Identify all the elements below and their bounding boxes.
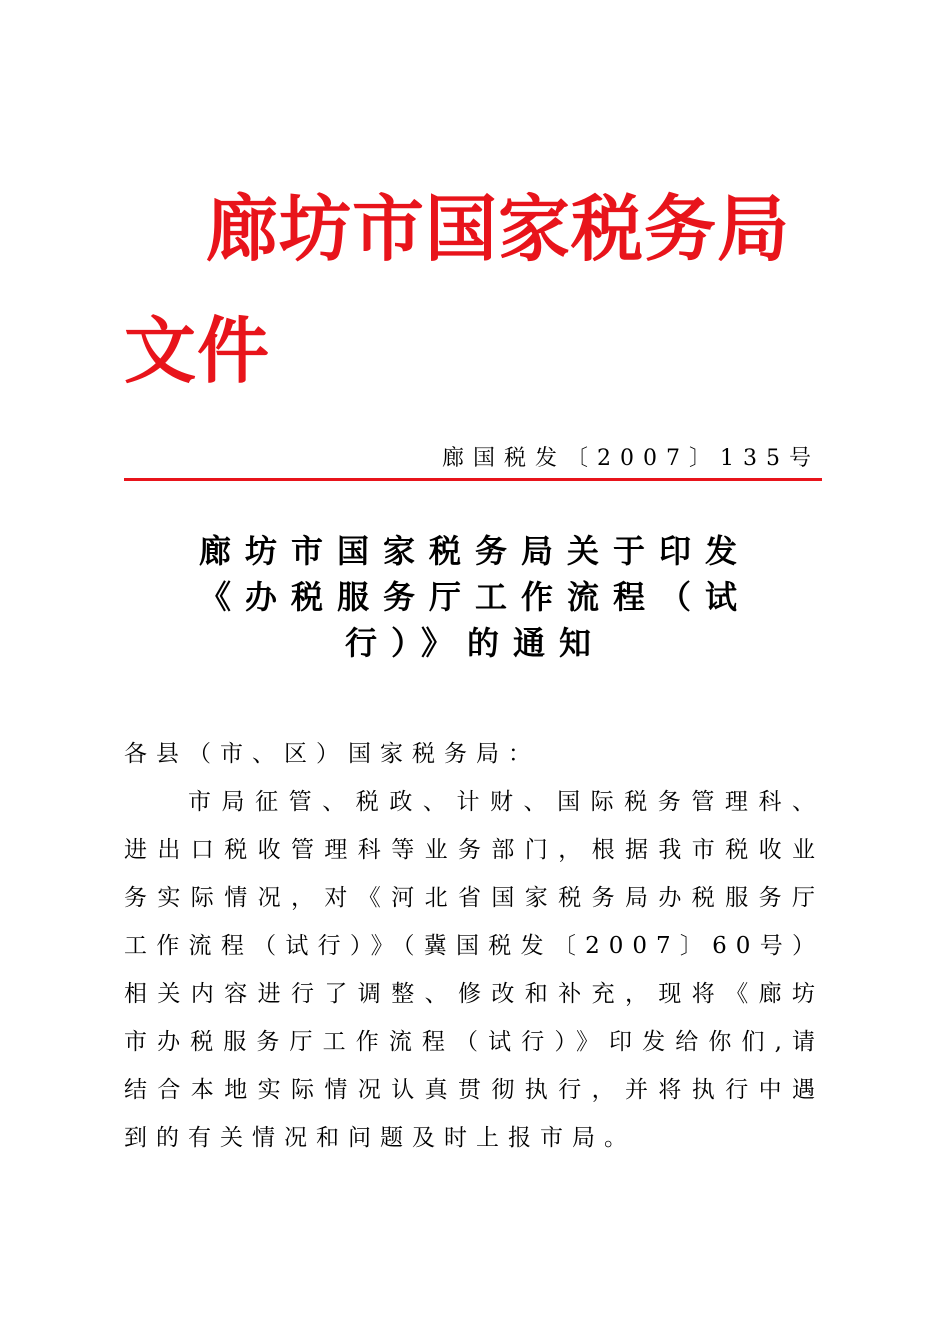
salutation: 各县（市、区）国家税务局： xyxy=(124,741,540,767)
issuer-header: 廊坊市国家税务局文件 xyxy=(124,187,791,393)
document-body xyxy=(124,730,824,1162)
document-title xyxy=(150,528,800,666)
red-divider-line xyxy=(124,478,822,481)
document-number: 廊国税发〔2007〕135号 xyxy=(442,446,820,471)
title-line-2: 《办税服务厅工作流程（试 xyxy=(198,578,751,616)
title-line-1: 廊坊市国家税务局关于印发 xyxy=(198,532,751,570)
body-paragraph: 市局征管、税政、计财、国际税务管理科、进出口税收管理科等业务部门，根据我市税收业务实际情况，对《河北省国家税务局办税服务厅工作流程（试行）》（冀国税发〔2007〕60号）相关内容进行了调整、修改和补充，现将《廊坊市办税服务厅工作流程（试行）》印发给你们,请结合本地实际情况认真贯彻执行，并将执行中遇到的有关情况和问题及时上报市局。 xyxy=(124,789,824,1151)
title-line-3: 行）》的通知 xyxy=(344,624,605,662)
